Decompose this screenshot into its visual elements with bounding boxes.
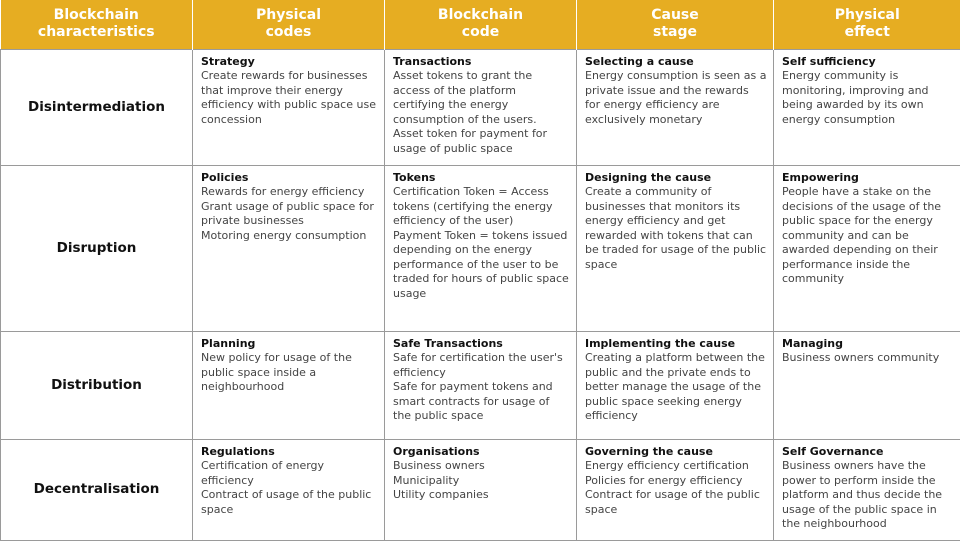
header-cause-stage: Cause stage: [577, 0, 774, 49]
header-blockchain-code: Blockchain code: [385, 0, 577, 49]
header-physical-codes: Physical codes: [193, 0, 385, 49]
cell-physical-effect: [774, 439, 960, 540]
cell-title: Governing the cause: [585, 445, 767, 460]
cell-text: Creating a platform between the public and the private ends to better manage the usage of the public space seeking energy efficiency: [585, 351, 767, 424]
cell-text: Utility companies: [393, 488, 570, 503]
cell-physical-effect: [774, 49, 960, 165]
cell-title: Self Governance: [782, 445, 954, 460]
cell-text: Certification of energy efficiency: [201, 459, 378, 488]
cell-title: Regulations: [201, 445, 378, 460]
cell-blockchain-code: [385, 49, 577, 165]
cell-cause-stage: [577, 331, 774, 439]
cell-title: Policies: [201, 171, 378, 186]
header-physical-effect: Physical effect: [774, 0, 960, 49]
cell-cause-stage: [577, 49, 774, 165]
header-row: [1, 0, 960, 49]
cell-physical-codes: [193, 439, 385, 540]
cell-physical-codes: [193, 49, 385, 165]
cell-text: Contract for usage of the public space: [585, 488, 767, 517]
cell-text: Energy community is monitoring, improving and being awarded by its own energy consumption: [782, 69, 954, 127]
cell-text: Energy efficiency certification: [585, 459, 767, 474]
cell-title: Empowering: [782, 171, 954, 186]
cell-title: Tokens: [393, 171, 570, 186]
cell-cause-stage: [577, 439, 774, 540]
cell-text: Asset tokens to grant the access of the platform certifying the energy consumption of the users.: [393, 69, 570, 127]
cell-physical-effect: [774, 331, 960, 439]
cell-text: New policy for usage of the public space inside a neighbourhood: [201, 351, 378, 395]
table-row: [1, 331, 960, 439]
cell-text: Policies for energy efficiency: [585, 474, 767, 489]
cell-text: Asset token for payment for usage of public space: [393, 127, 570, 156]
cell-title: Organisations: [393, 445, 570, 460]
cell-text: Certification Token = Access tokens (certifying the energy efficiency of the user): [393, 185, 570, 229]
cell-title: Transactions: [393, 55, 570, 70]
cell-text: Create rewards for businesses that improve their energy efficiency with public space use concession: [201, 69, 378, 127]
cell-physical-codes: [193, 331, 385, 439]
cell-text: Business owners have the power to perform inside the platform and thus decide the usage of the public space in the neighbourhood: [782, 459, 954, 532]
header-blockchain-characteristics: Blockchain characteristics: [1, 0, 193, 49]
row-label: Disintermediation: [1, 49, 193, 165]
cell-physical-codes: [193, 165, 385, 331]
cell-text: Create a community of businesses that monitors its energy efficiency and get rewarded with tokens that can be traded for usage of the public space: [585, 185, 767, 272]
cell-title: Safe Transactions: [393, 337, 570, 352]
table-row: [1, 49, 960, 165]
cell-text: Grant usage of public space for private businesses: [201, 200, 378, 229]
cell-blockchain-code: [385, 439, 577, 540]
row-label: Decentralisation: [1, 439, 193, 540]
cell-text: Business owners: [393, 459, 570, 474]
row-label: Disruption: [1, 165, 193, 331]
cell-title: Selecting a cause: [585, 55, 767, 70]
cell-title: Implementing the cause: [585, 337, 767, 352]
cell-blockchain-code: [385, 331, 577, 439]
cell-text: Safe for certification the user's efficiency: [393, 351, 570, 380]
table-body: [1, 49, 960, 540]
cell-text: Municipality: [393, 474, 570, 489]
cell-title: Designing the cause: [585, 171, 767, 186]
cell-cause-stage: [577, 165, 774, 331]
cell-blockchain-code: [385, 165, 577, 331]
table-row: [1, 165, 960, 331]
cell-text: Contract of usage of the public space: [201, 488, 378, 517]
row-label: Distribution: [1, 331, 193, 439]
cell-text: Safe for payment tokens and smart contracts for usage of the public space: [393, 380, 570, 424]
cell-text: Rewards for energy efficiency: [201, 185, 378, 200]
cell-title: Strategy: [201, 55, 378, 70]
table-row: [1, 439, 960, 540]
cell-title: Managing: [782, 337, 954, 352]
cell-text: Business owners community: [782, 351, 954, 366]
cell-title: Planning: [201, 337, 378, 352]
cell-physical-effect: [774, 165, 960, 331]
table-header: [1, 0, 960, 49]
cell-title: Self sufficiency: [782, 55, 954, 70]
cell-text: Energy consumption is seen as a private issue and the rewards for energy efficiency are exclusively monetary: [585, 69, 767, 127]
cell-text: People have a stake on the decisions of the usage of the public space for the energy community and can be awarded depending on their performance inside the community: [782, 185, 954, 287]
cell-text: Payment Token = tokens issued depending on the energy performance of the user to be traded for hours of public space usage: [393, 229, 570, 302]
cell-text: Motoring energy consumption: [201, 229, 378, 244]
